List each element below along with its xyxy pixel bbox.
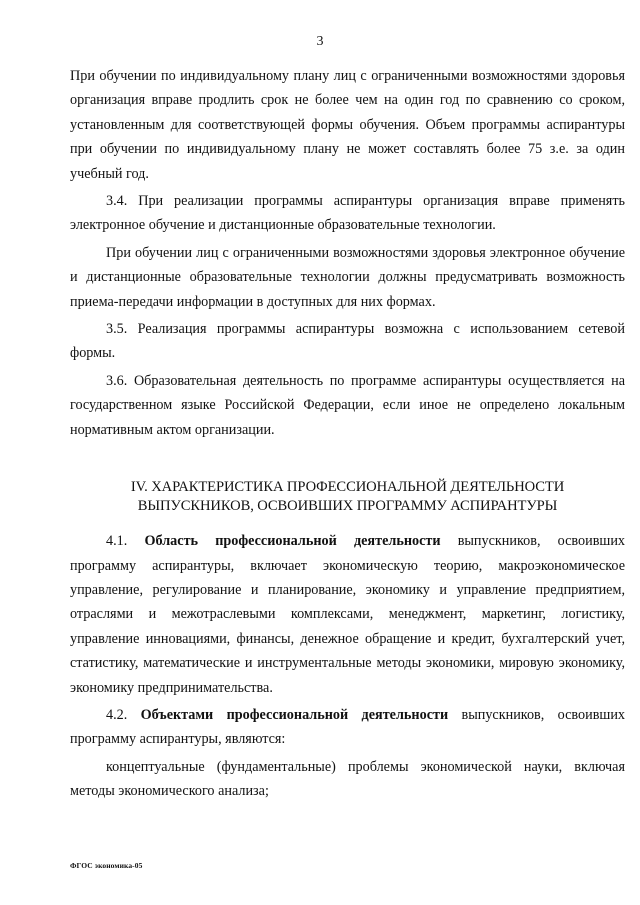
- paragraph-disabilities-e-learning: При обучении лиц с ограниченными возможностями здоровья электронное обучение и дистанционные образовательные технологии должны предусматривать возможность приема-передачи информации в доступных для них формах.: [70, 244, 625, 310]
- section-4-1-text: выпускников, освоивших программу аспирантуры, включает экономическую теорию, макроэкономическое управление, регулирование и планирование, экономику и управление предприятием, отраслями и межотраслевыми комплексами, менеджмент, маркетинг, логистику, управление инновациями, финансы, денежное обращение и кредит, бухгалтерский учет, статистику, математические и инструментальные методы экономики, мировую экономику, экономику предпринимательства.: [70, 533, 626, 696]
- section-heading-line-2: ВЫПУСКНИКОВ, ОСВОИВШИХ ПРОГРАММУ АСПИРАНТУРЫ: [137, 498, 558, 515]
- section-4-1-number: 4.1.: [106, 533, 128, 550]
- list-item-conceptual-problems: концептуальные (фундаментальные) проблемы экономической науки, включая методы экономического анализа;: [70, 758, 625, 800]
- section-4-2-bold-term: Объектами профессиональной деятельности: [140, 706, 449, 723]
- section-4-2-text: выпускников, освоивших программу аспирантуры, являются:: [70, 706, 625, 748]
- paragraph-3-6: 3.6. Образовательная деятельность по программе аспирантуры осуществляется на государственном языке Российской Федерации, если иное не определено локальным нормативным актом организации.: [70, 372, 625, 438]
- paragraph-4-2: [70, 703, 625, 752]
- section-heading-line-1: IV. ХАРАКТЕРИСТИКА ПРОФЕССИОНАЛЬНОЙ ДЕЯТЕЛЬНОСТИ: [130, 479, 565, 496]
- page-number: 3: [316, 34, 324, 49]
- section-heading-iv: [70, 478, 625, 516]
- section-4-2-number: 4.2.: [106, 706, 128, 723]
- paragraph-3-4: 3.4. При реализации программы аспирантуры организация вправе применять электронное обучение и дистанционные образовательные технологии.: [70, 193, 625, 234]
- paragraph-3-5: 3.5. Реализация программы аспирантуры возможна с использованием сетевой формы.: [70, 321, 625, 362]
- section-4-1-bold-term: Область профессиональной деятельности: [144, 533, 441, 550]
- paragraph-4-1: [70, 529, 625, 700]
- footer-code: ФГОС экономика-05: [70, 861, 143, 870]
- paragraph-individual-plan: При обучении по индивидуальному плану лиц с ограниченными возможностями здоровья организация вправе продлить срок не более чем на один год по сравнению со сроком, установленным для соответствующей формы обучения. Объем программы аспирантуры при обучении по индивидуальному плану не может составлять более 75 з.е. за один учебный год.: [70, 68, 625, 182]
- document-body: [70, 64, 625, 804]
